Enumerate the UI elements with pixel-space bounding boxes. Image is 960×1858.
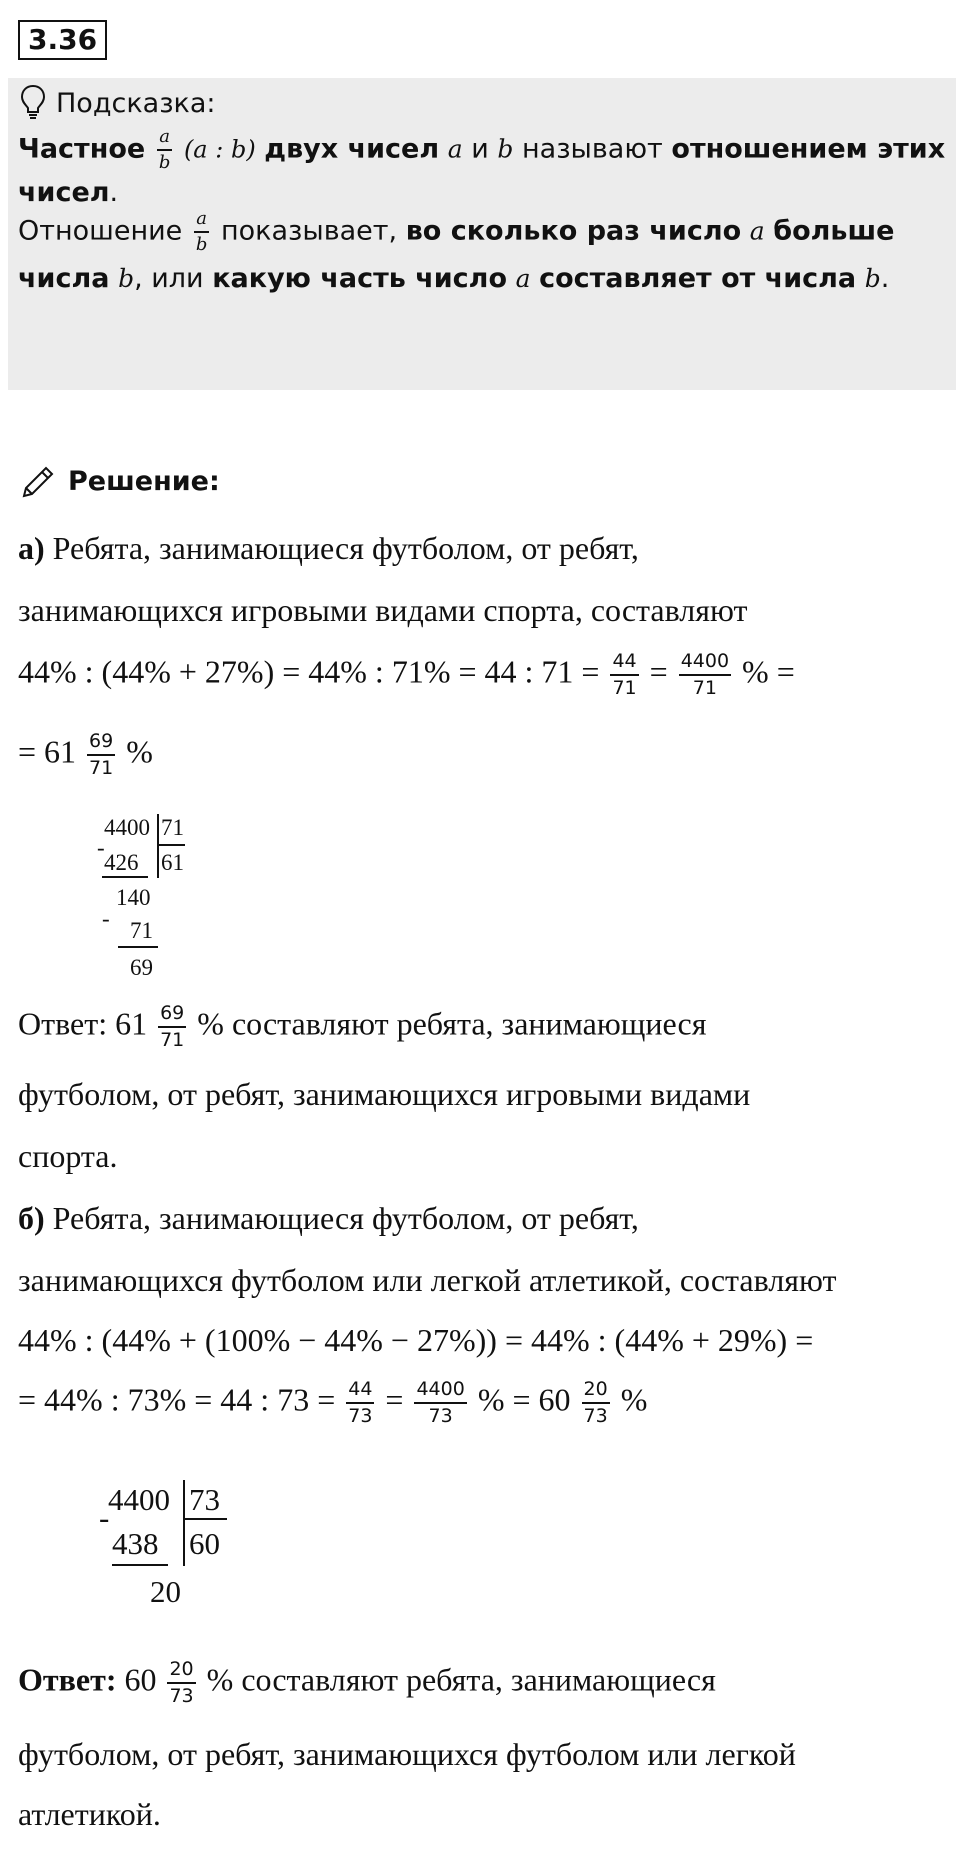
part-b-line-2: занимающихся футболом или легкой атлетикой, составляют [18,1262,837,1298]
part-b-line-3: 44% : (44% + (100% − 44% − 27%)) = 44% : (44% + 29%) = [18,1322,814,1358]
quotient: 61 [161,850,184,875]
quotient: 60 [189,1526,220,1561]
minus-sign: - [102,906,110,931]
dividend: 4400 [104,815,150,840]
part-a-answer-line-2: футболом, от ребят, занимающихся игровыми видами [18,1076,751,1112]
part-a-line-3: 44% : (44% + 27%) = 44% : 71% = 44 : 71 = $\frac{44}{71}$ = $\frac{4400}{71}$ % = [18,650,795,699]
remainder: 20 [150,1574,181,1609]
hint-line-3: Отношение $\frac{a}{b}$ показывает, во сколько раз число a больше [18,208,895,255]
part-b-answer-line-1: Ответ: 60 $\frac{20}{73}$ % составляют ребята, занимающиеся [18,1658,716,1707]
hint-line-2: чисел. [18,177,119,208]
subtrahend-1: 426 [104,850,139,875]
hint-line-4: числа b, или какую часть число a составляет от числа b. [18,263,890,294]
part-a-answer-line-1: Ответ: 61 $\frac{69}{71}$ % составляют ребята, занимающиеся [18,1002,707,1051]
subtrahend-2: 71 [130,918,153,943]
part-a-line-2: занимающихся игровыми видами спорта, составляют [18,592,748,628]
minus-sign: - [99,1500,110,1535]
remainder-1: 140 [116,885,151,910]
lightbulb-icon [20,84,46,125]
pencil-icon [20,464,56,505]
part-b-line-1: б) Ребята, занимающиеся футболом, от ребят, [18,1200,639,1236]
divisor: 73 [189,1482,220,1517]
part-a-line-4: = 61 $\frac{69}{71}$ % [18,730,153,779]
part-b-answer-line-2: футболом, от ребят, занимающихся футболом или легкой [18,1736,796,1772]
part-a-line-1: а) Ребята, занимающиеся футболом, от ребят, [18,530,639,566]
subtrahend: 438 [112,1526,159,1561]
hint-line-1: Частное $\frac{a}{b}$ (a : b) двух чисел a и b называют отношением этих [18,126,946,173]
task-number: 3.36 [18,20,107,60]
dividend: 4400 [108,1482,170,1517]
solution-title: Решение: [68,466,220,497]
part-b-line-4: = 44% : 73% = 44 : 73 = $\frac{44}{73}$ = $\frac{4400}{73}$ % = 60 $\frac{20}{73}$ % [18,1378,648,1427]
remainder: 69 [130,955,153,980]
part-a-answer-line-3: спорта. [18,1138,118,1174]
hint-title: Подсказка: [56,88,216,119]
minus-sign: - [97,835,105,860]
divisor: 71 [161,815,184,840]
hint-box [8,78,956,390]
part-b-answer-line-3: атлетикой. [18,1796,161,1832]
